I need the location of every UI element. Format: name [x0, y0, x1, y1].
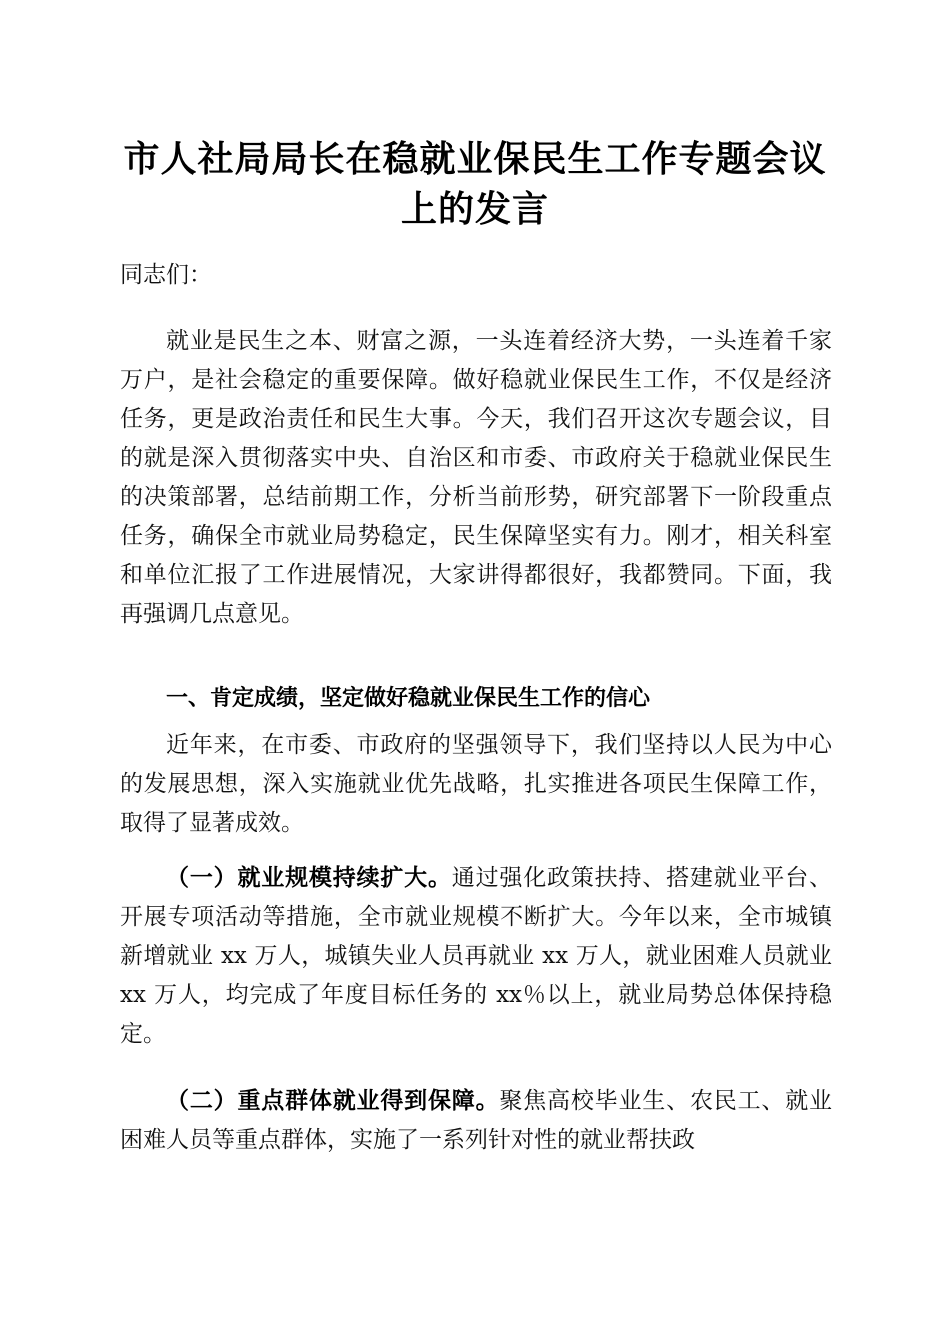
key-groups-paragraph	[120, 1081, 832, 1160]
salutation: 同志们：	[120, 262, 212, 288]
employment-scale-paragraph	[120, 858, 832, 1054]
key-groups-subheading: （二）重点群体就业得到保障。	[166, 1087, 500, 1114]
employment-scale-body: 通过强化政策扶持、搭建就业平台、开展专项活动等措施，全市就业规模不断扩大。今年以来，全市城镇新增就业 xx 万人，城镇失业人员再就业 xx 万人，就业困难人员就业 xx 万人，均完成了年度目标任务的 xx％以上，就业局势总体保持稳定。	[120, 865, 833, 1047]
section-1-intro-paragraph: 近年来，在市委、市政府的坚强领导下，我们坚持以人民为中心的发展思想，深入实施就业优先战略，扎实推进各项民生保障工作，取得了显著成效。	[120, 732, 832, 836]
employment-scale-subheading: （一）就业规模持续扩大。	[166, 864, 452, 891]
intro-paragraph: 就业是民生之本、财富之源，一头连着经济大势，一头连着千家万户，是社会稳定的重要保障。做好稳就业保民生工作，不仅是经济任务，更是政治责任和民生大事。今天，我们召开这次专题会议，目的就是深入贯彻落实中央、自治区和市委、市政府关于稳就业保民生的决策部署，总结前期工作，分析当前形势，研究部署下一阶段重点任务，确保全市就业局势稳定，民生保障坚实有力。刚才，相关科室和单位汇报了工作进展情况，大家讲得都很好，我都赞同。下面，我再强调几点意见。	[120, 328, 832, 627]
document-title: 市人社局局长在稳就业保民生工作专题会议上的发言	[123, 138, 827, 230]
section-heading-1: 一、肯定成绩，坚定做好稳就业保民生工作的信心	[166, 686, 651, 711]
key-groups-body: 聚焦高校毕业生、农民工、就业困难人员等重点群体，实施了一系列针对性的就业帮扶政	[120, 1088, 833, 1153]
